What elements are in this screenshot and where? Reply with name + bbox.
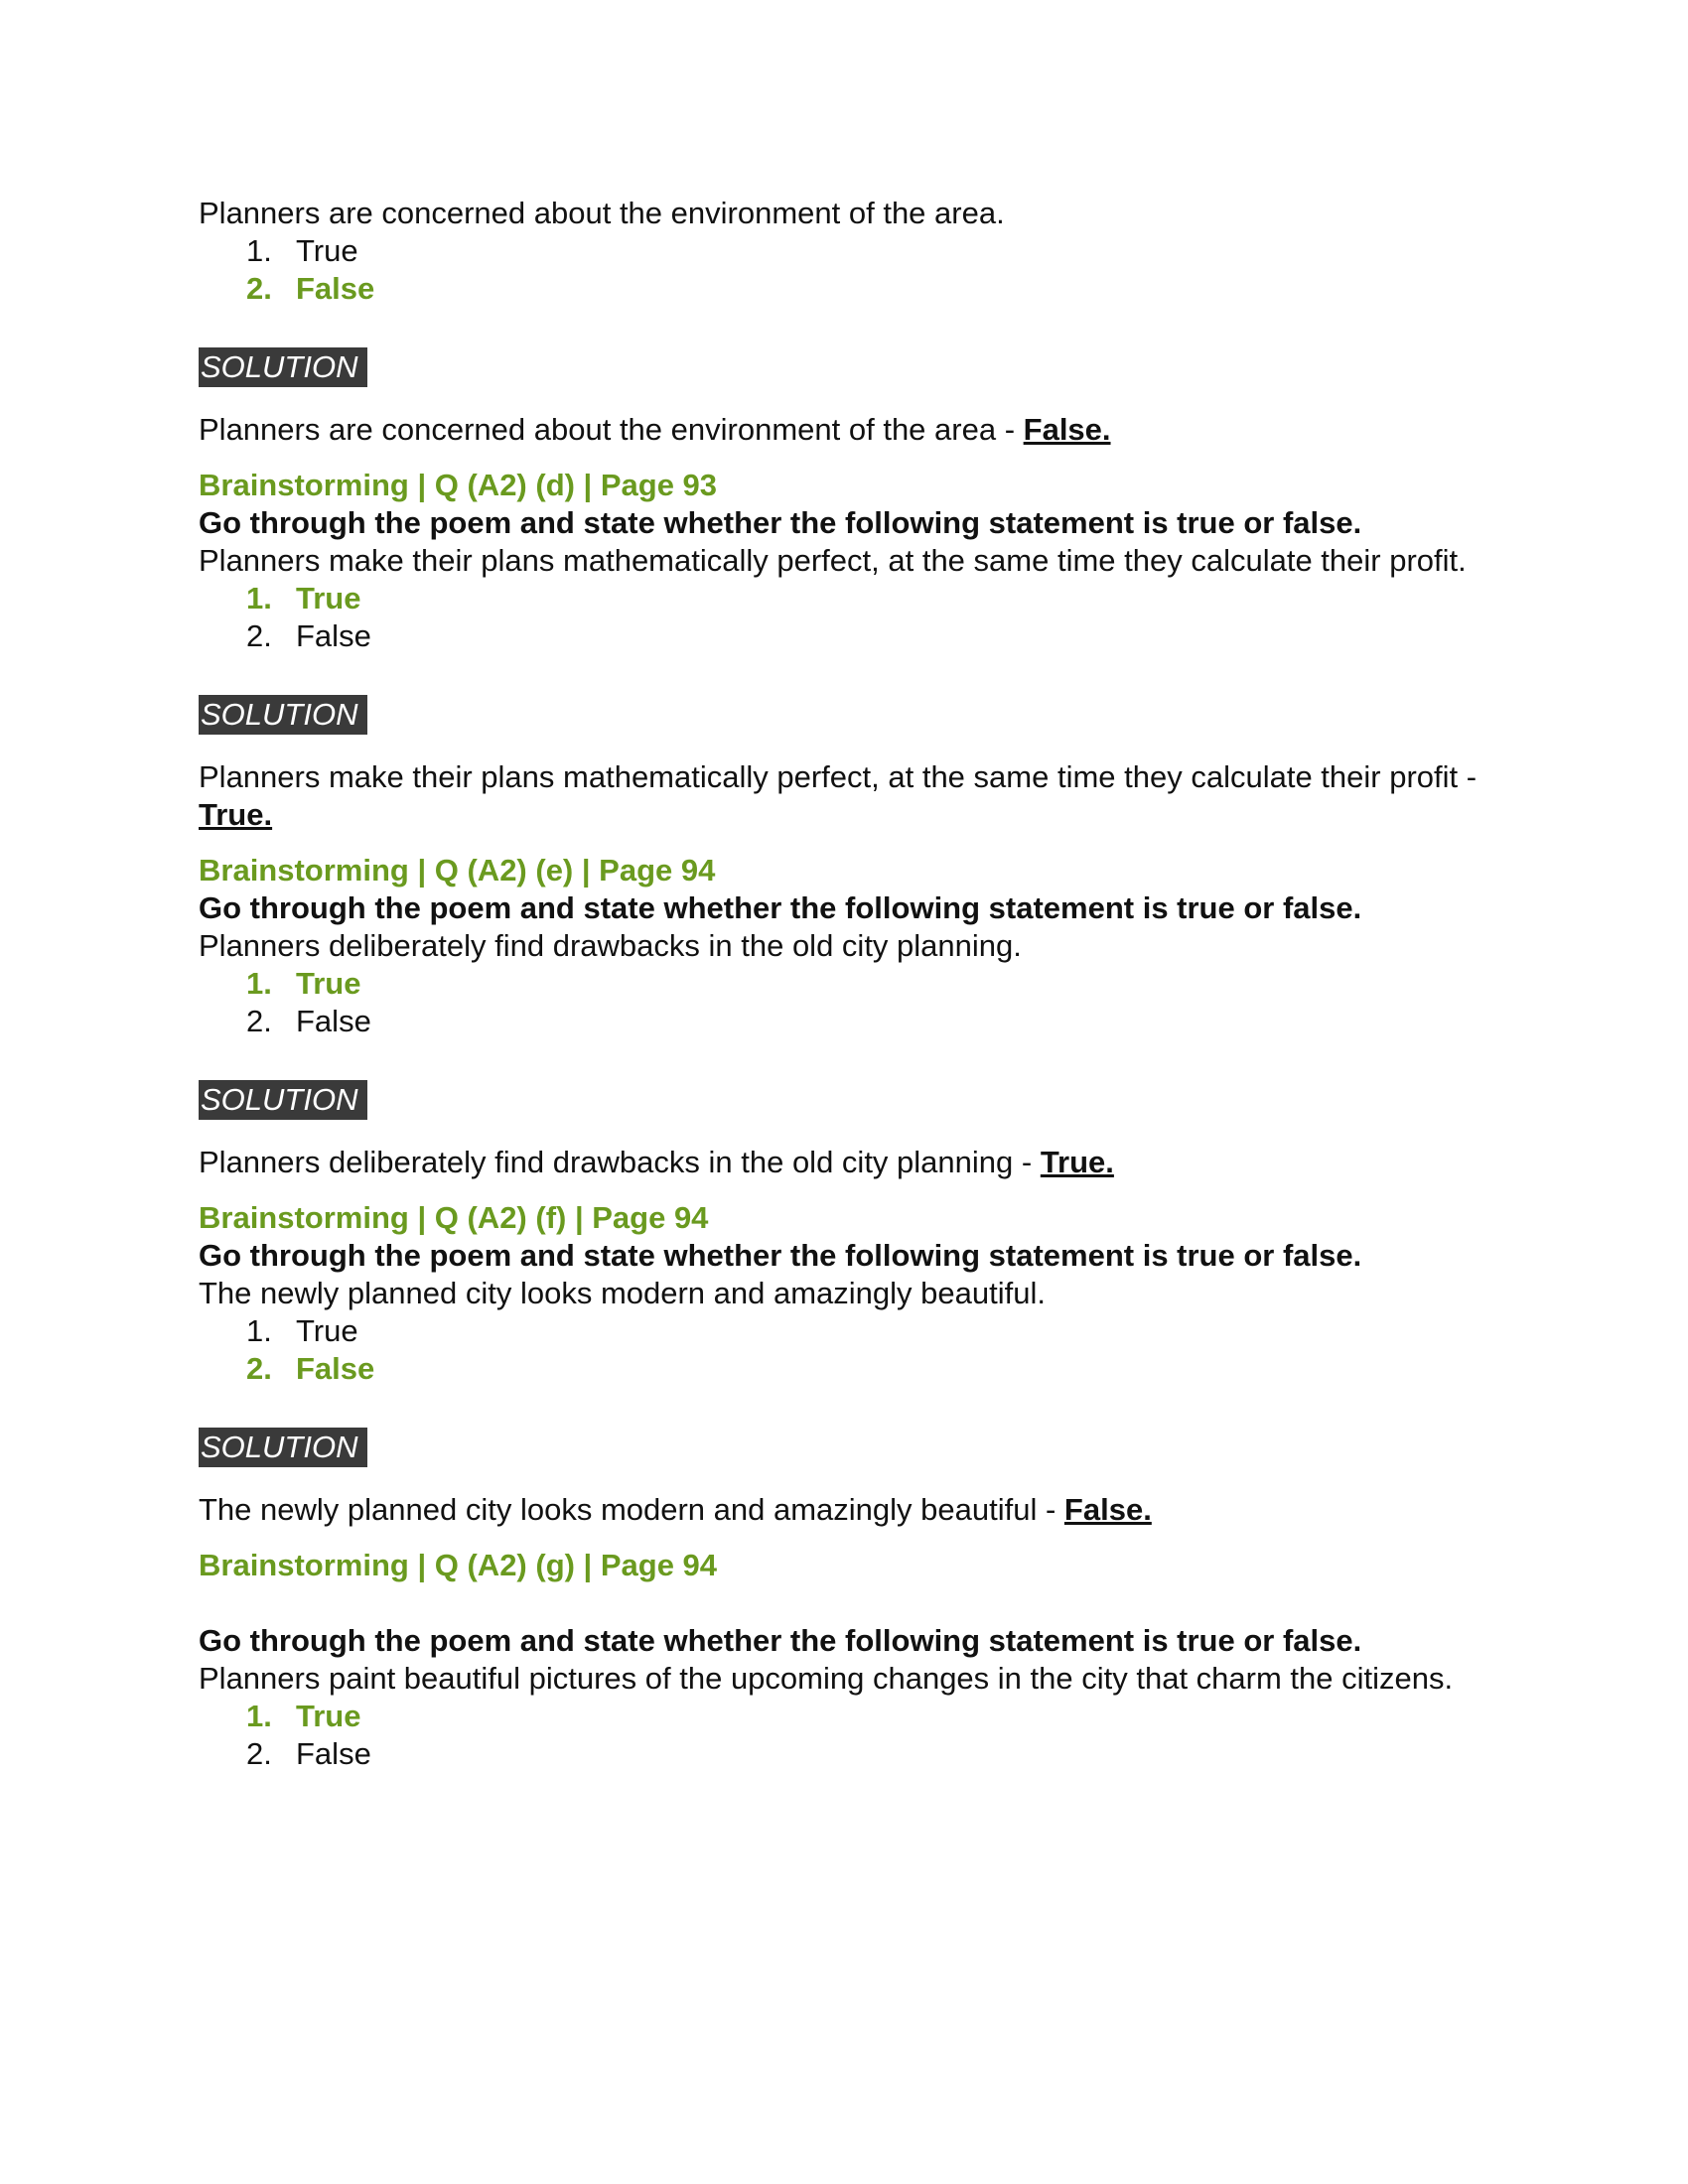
option-label: True: [296, 1699, 361, 1733]
solution-text: The newly planned city looks modern and amazingly beautiful -: [199, 1492, 1064, 1527]
solution-answer-line: [199, 1491, 1479, 1529]
option-label: True: [296, 1313, 358, 1348]
solution-badge-row: [199, 347, 1489, 387]
question-options: [199, 580, 1489, 655]
option-label: False: [296, 1351, 375, 1386]
option-label: False: [296, 618, 371, 653]
solution-answer-line: [199, 758, 1479, 834]
option-number: 1.: [246, 1313, 272, 1348]
question-options: [199, 1312, 1489, 1388]
solution-text: Planners deliberately find drawbacks in the old city planning -: [199, 1145, 1041, 1179]
option-label: True: [296, 966, 361, 1001]
solution-answer: True.: [1040, 1145, 1114, 1179]
solution-text: Planners are concerned about the environment of the area -: [199, 412, 1024, 447]
option-item: [246, 617, 1489, 655]
question-options: [199, 1698, 1489, 1773]
question-instruction: Go through the poem and state whether the following statement is true or false.: [199, 505, 1362, 540]
option-item: [246, 1735, 1489, 1773]
document-page: [199, 195, 1489, 1773]
solution-badge: SOLUTION: [199, 1428, 367, 1467]
question-statement: Planners deliberately find drawbacks in the old city planning.: [199, 928, 1022, 963]
option-item-correct: [246, 1698, 1489, 1735]
option-item: [246, 1003, 1489, 1040]
question-statement: Planners paint beautiful pictures of the upcoming changes in the city that charm the citizens.: [199, 1661, 1454, 1696]
question-heading: Brainstorming | Q (A2) (g) | Page 94: [199, 1548, 718, 1582]
option-label: False: [296, 1004, 371, 1038]
solution-text: Planners make their plans mathematically perfect, at the same time they calculate their profit -: [199, 759, 1477, 794]
option-item-correct: [246, 580, 1489, 617]
option-item-correct: [246, 270, 1489, 308]
solution-answer-line: [199, 411, 1479, 449]
question-instruction: Go through the poem and state whether the following statement is true or false.: [199, 1238, 1362, 1273]
question-options: [199, 965, 1489, 1040]
solution-badge: SOLUTION: [199, 347, 367, 387]
option-label: False: [296, 271, 375, 306]
question-instruction: Go through the poem and state whether the following statement is true or false.: [199, 1623, 1362, 1658]
option-number: 2.: [246, 1004, 272, 1038]
option-number: 2.: [246, 1736, 272, 1771]
question-heading: Brainstorming | Q (A2) (f) | Page 94: [199, 1200, 709, 1235]
question-instruction: Go through the poem and state whether the following statement is true or false.: [199, 890, 1362, 925]
option-number: 1.: [246, 1699, 272, 1733]
option-number: 2.: [246, 271, 272, 306]
solution-answer: False.: [1023, 412, 1111, 447]
question-statement: Planners make their plans mathematically perfect, at the same time they calculate their profit.: [199, 543, 1467, 578]
question-heading: Brainstorming | Q (A2) (d) | Page 93: [199, 468, 718, 502]
option-item-correct: [246, 965, 1489, 1003]
solution-badge-row: [199, 1080, 1489, 1120]
question-statement: The newly planned city looks modern and amazingly beautiful.: [199, 1276, 1046, 1310]
option-number: 1.: [246, 966, 272, 1001]
solution-answer: False.: [1063, 1492, 1152, 1527]
option-number: 2.: [246, 618, 272, 653]
option-label: True: [296, 581, 361, 615]
option-label: False: [296, 1736, 371, 1771]
option-label: True: [296, 233, 358, 268]
option-number: 2.: [246, 1351, 272, 1386]
solution-answer: True.: [199, 797, 273, 832]
solution-badge: SOLUTION: [199, 695, 367, 735]
intro-statement: Planners are concerned about the environment of the area.: [199, 196, 1005, 230]
solution-badge-row: [199, 695, 1489, 735]
solution-badge: SOLUTION: [199, 1080, 367, 1120]
spacer: [199, 1584, 1489, 1622]
option-number: 1.: [246, 233, 272, 268]
option-item: [246, 1312, 1489, 1350]
question-heading: Brainstorming | Q (A2) (e) | Page 94: [199, 853, 716, 887]
option-item: [246, 232, 1489, 270]
solution-answer-line: [199, 1144, 1479, 1181]
option-number: 1.: [246, 581, 272, 615]
solution-badge-row: [199, 1428, 1489, 1467]
intro-options: [199, 232, 1489, 308]
option-item-correct: [246, 1350, 1489, 1388]
